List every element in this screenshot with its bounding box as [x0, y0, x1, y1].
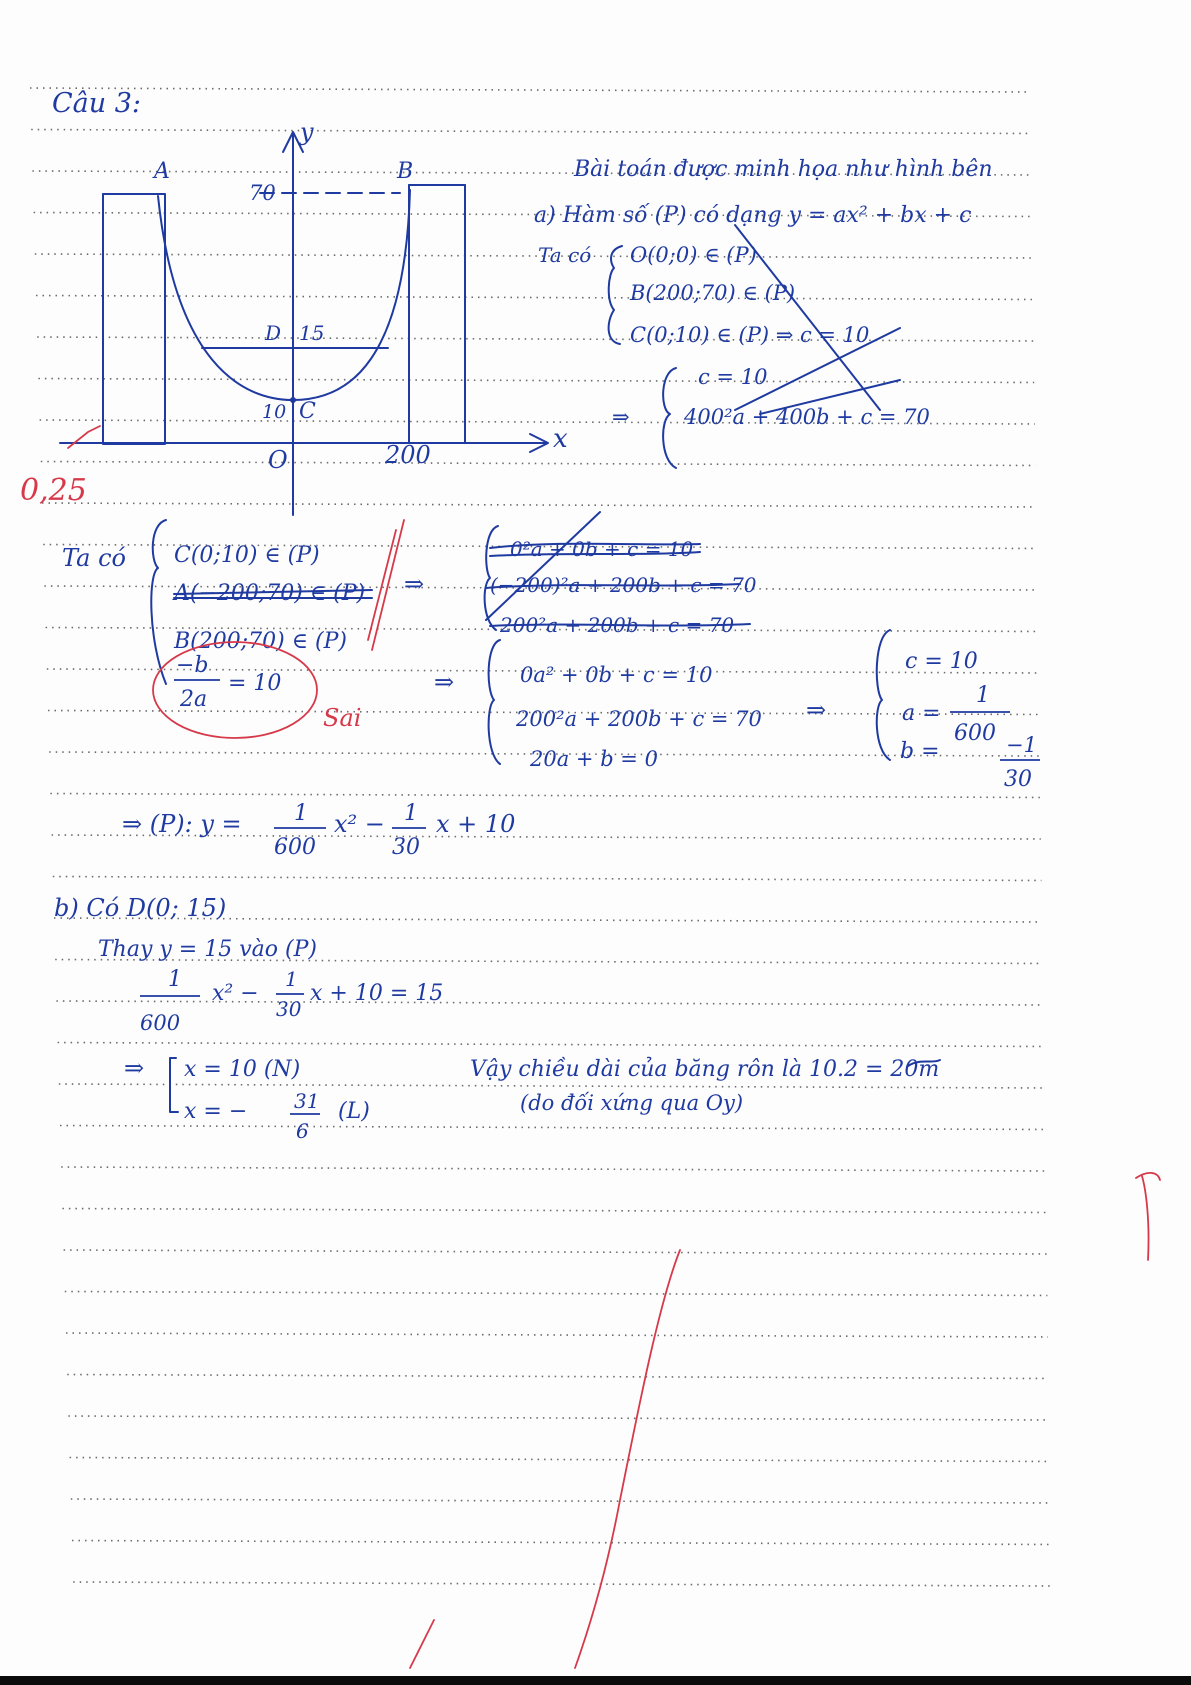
- svg-text:x: x: [553, 424, 568, 454]
- svg-text:0a² + 0b + c = 10: 0a² + 0b + c = 10: [520, 663, 713, 687]
- scan-bottom-edge: [0, 1676, 1191, 1685]
- svg-text:⇒: ⇒: [434, 668, 455, 696]
- svg-text:D: D: [265, 321, 282, 345]
- svg-text:30: 30: [1004, 767, 1032, 792]
- part-b-equation: [140, 967, 443, 1035]
- svg-text:2a: 2a: [180, 687, 208, 712]
- svg-text:20a + b = 0: 20a + b = 0: [530, 747, 658, 771]
- svg-text:O: O: [268, 446, 288, 474]
- svg-text:A(−200;70) ∈ (P): A(−200;70) ∈ (P): [174, 581, 366, 606]
- part-b-heading: b) Có D(0; 15): [54, 894, 227, 922]
- svg-text:−b: −b: [176, 653, 209, 678]
- svg-text:30: 30: [392, 835, 420, 860]
- score-tick-icon: [68, 426, 100, 448]
- question-label: Câu 3:: [52, 88, 142, 119]
- roots-bracket: [170, 1058, 178, 1112]
- svg-text:400²a + 400b + c = 70: 400²a + 400b + c = 70: [684, 405, 930, 429]
- svg-text:x + 10: x + 10: [436, 810, 516, 838]
- red-note: Sai: [323, 704, 362, 732]
- svg-text:c = 10: c = 10: [905, 649, 978, 674]
- parabola-graph: [60, 118, 568, 515]
- svg-text:y: y: [300, 118, 314, 146]
- svg-text:B: B: [397, 159, 414, 184]
- crossed-equations: [485, 512, 757, 637]
- svg-text:10: 10: [262, 401, 287, 423]
- red-margin-stroke: [575, 1250, 680, 1668]
- score-mark: 0,25: [20, 473, 87, 508]
- parabola-curve: [158, 190, 410, 400]
- red-slash-icon: [372, 520, 404, 650]
- svg-text:(do đối xứng qua Oy): (do đối xứng qua Oy): [520, 1091, 744, 1115]
- svg-text:A: A: [154, 159, 170, 184]
- svg-text:70: 70: [249, 181, 276, 205]
- svg-text:600: 600: [140, 1011, 181, 1035]
- svg-text:200²a + 200b + c = 70: 200²a + 200b + c = 70: [500, 613, 735, 637]
- svg-text:⇒: ⇒: [806, 696, 827, 724]
- equations-brace: [489, 640, 500, 764]
- svg-text:Ta có: Ta có: [538, 243, 592, 267]
- svg-text:(L): (L): [338, 1099, 370, 1124]
- svg-text:200²a + 200b + c = 70: 200²a + 200b + c = 70: [516, 707, 762, 731]
- svg-text:⇒: ⇒: [404, 570, 425, 598]
- svg-text:200: 200: [385, 441, 431, 469]
- svg-text:(−200)²a + 200b + c = 70: (−200)²a + 200b + c = 70: [490, 573, 757, 597]
- intro-text: Bài toán được minh họa như hình bên: [574, 157, 993, 182]
- red-corner-mark: [1142, 1176, 1149, 1260]
- svg-text:1: 1: [285, 967, 298, 991]
- svg-text:1: 1: [976, 683, 990, 708]
- svg-text:C(0;10) ∈ (P) ⇒ c = 10: C(0;10) ∈ (P) ⇒ c = 10: [630, 323, 870, 347]
- svg-text:C(0;10) ∈ (P): C(0;10) ∈ (P): [174, 543, 320, 568]
- svg-text:1: 1: [168, 967, 182, 992]
- left-post: [103, 194, 165, 444]
- svg-text:b =: b =: [900, 739, 940, 764]
- svg-text:1: 1: [404, 801, 418, 826]
- svg-text:x² −: x² −: [334, 810, 385, 838]
- crossed-attempt-1: [538, 225, 930, 468]
- svg-text:x = −: x = −: [184, 1099, 248, 1124]
- ta-co-label: Ta có: [62, 544, 126, 572]
- svg-text:x + 10 = 15: x + 10 = 15: [310, 981, 444, 1006]
- svg-text:B(200;70) ∈ (P): B(200;70) ∈ (P): [630, 281, 796, 305]
- system-brace: [151, 520, 166, 684]
- svg-text:C: C: [299, 399, 316, 424]
- svg-text:30: 30: [276, 997, 302, 1021]
- svg-text:⇒: ⇒: [612, 405, 630, 429]
- svg-text:6: 6: [296, 1119, 309, 1143]
- point-c-dot: [290, 397, 296, 403]
- svg-text:B(200;70) ∈ (P): B(200;70) ∈ (P): [174, 629, 347, 654]
- parabola-result: [122, 801, 515, 860]
- svg-text:x² −: x² −: [212, 981, 259, 1006]
- svg-text:1: 1: [294, 801, 308, 826]
- svg-text:−1: −1: [1006, 733, 1037, 757]
- svg-text:600: 600: [274, 835, 316, 860]
- solution-brace: [877, 630, 890, 760]
- svg-text:600: 600: [954, 721, 996, 746]
- svg-text:15: 15: [299, 321, 325, 345]
- conclusion-text: Vậy chiều dài của băng rôn là 10.2 = 20m: [470, 1057, 940, 1082]
- svg-text:0²a + 0b + c = 10: 0²a + 0b + c = 10: [510, 537, 694, 561]
- right-post: [409, 185, 465, 443]
- svg-text:Thay y = 15 vào (P): Thay y = 15 vào (P): [98, 937, 317, 962]
- part-a-heading: a) Hàm số (P) có dạng y = ax² + bx + c: [534, 203, 972, 228]
- svg-text:= 10: = 10: [228, 671, 282, 696]
- svg-text:31: 31: [294, 1089, 320, 1113]
- svg-text:O(0;0) ∈ (P): O(0;0) ∈ (P): [630, 243, 757, 267]
- svg-text:a =: a =: [902, 701, 941, 726]
- svg-text:c = 10: c = 10: [698, 365, 768, 389]
- svg-text:⇒ (P): y =: ⇒ (P): y =: [122, 810, 242, 838]
- svg-text:x = 10 (N): x = 10 (N): [184, 1057, 301, 1082]
- svg-text:⇒: ⇒: [124, 1054, 145, 1082]
